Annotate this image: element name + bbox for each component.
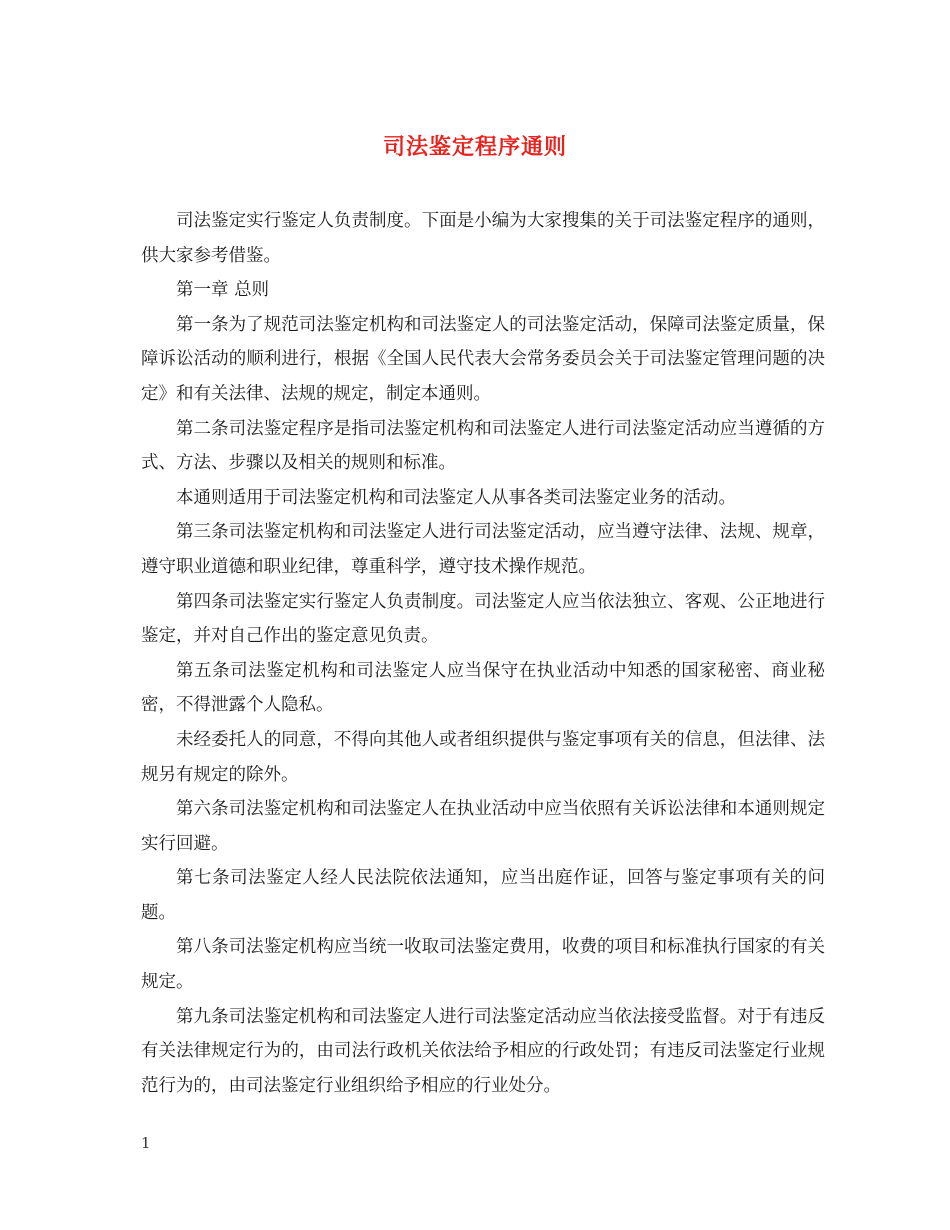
article-1: 第一条为了规范司法鉴定机构和司法鉴定人的司法鉴定活动，保障司法鉴定质量，保障诉讼活动的顺利进行，根据《全国人民代表大会常务委员会关于司法鉴定管理问题的决定》和有关法律、法规的规定，制定本通则。 [141, 314, 825, 404]
article-6: 第六条司法鉴定机构和司法鉴定人在执业活动中应当依照有关诉讼法律和本通则规定实行回避。 [141, 799, 825, 854]
article-4: 第四条司法鉴定实行鉴定人负责制度。司法鉴定人应当依法独立、客观、公正地进行鉴定，并对自己作出的鉴定意见负责。 [141, 591, 825, 647]
page-number: 1 [141, 1134, 151, 1152]
article-3: 第三条司法鉴定机构和司法鉴定人进行司法鉴定活动，应当遵守法律、法规、规章，遵守职业道德和职业纪律，尊重科学，遵守技术操作规范。 [141, 522, 825, 577]
article-2: 第二条司法鉴定程序是指司法鉴定机构和司法鉴定人进行司法鉴定活动应当遵循的方式、方法、步骤以及相关的规则和标准。 [141, 418, 825, 474]
article-5-exception: 未经委托人的同意，不得向其他人或者组织提供与鉴定事项有关的信息，但法律、法规另有规定的除外。 [141, 729, 825, 785]
paragraph-intro: 司法鉴定实行鉴定人负责制度。下面是小编为大家搜集的关于司法鉴定程序的通则，供大家参考借鉴。 [141, 211, 825, 266]
chapter-heading: 第一章 总则 [176, 280, 270, 301]
document-body [141, 204, 825, 1103]
article-2-scope: 本通则适用于司法鉴定机构和司法鉴定人从事各类司法鉴定业务的活动。 [176, 487, 736, 508]
article-5: 第五条司法鉴定机构和司法鉴定人应当保守在执业活动中知悉的国家秘密、商业秘密，不得泄露个人隐私。 [141, 660, 825, 716]
article-7: 第七条司法鉴定人经人民法院依法通知，应当出庭作证，回答与鉴定事项有关的问题。 [141, 868, 825, 923]
article-9: 第九条司法鉴定机构和司法鉴定人进行司法鉴定活动应当依法接受监督。对于有违反有关法律规定行为的，由司法行政机关依法给予相应的行政处罚；有违反司法鉴定行业规范行为的，由司法鉴定行业组织给予相应的行业处分。 [141, 1006, 825, 1096]
article-8: 第八条司法鉴定机构应当统一收取司法鉴定费用，收费的项目和标准执行国家的有关规定。 [141, 937, 825, 993]
document-title: 司法鉴定程序通则 [382, 134, 567, 160]
